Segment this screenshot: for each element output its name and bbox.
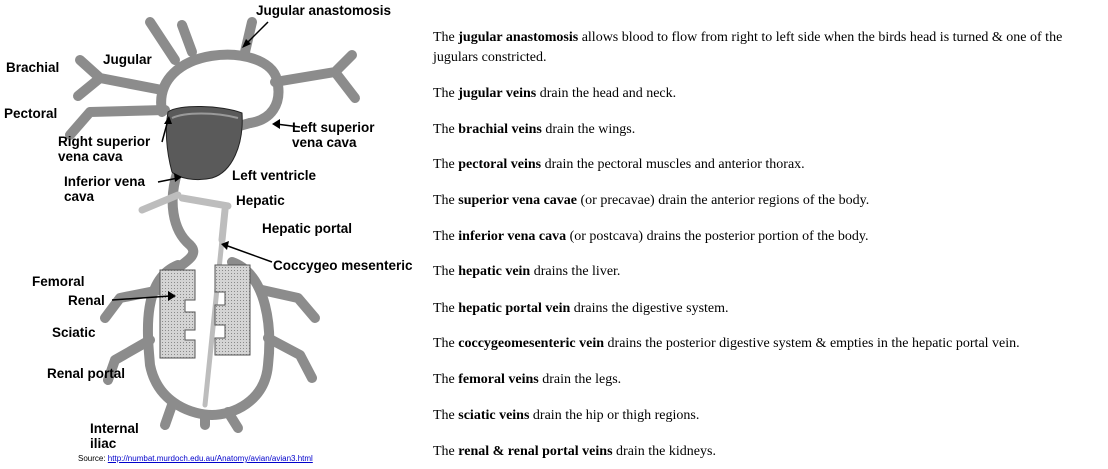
desc-coccygeomesenteric-vein: The coccygeomesenteric vein drains the posterior digestive system & empties in the hepatic portal vein. [433, 336, 1020, 351]
jugular-vein-right [245, 22, 252, 52]
label-coccygeo-mesenteric: Coccygeo mesenteric [273, 258, 413, 273]
label-right-superior-vena-cava-1: Right superior [58, 134, 151, 149]
desc-jugular-anastomosis: The jugular anastomosis allows blood to flow from right to left side when the birds head is turned & one of the jugulars constricted. [433, 30, 1063, 65]
sciatic-vein-right [268, 338, 312, 378]
brachial-branch-left [78, 78, 100, 96]
label-sciatic: Sciatic [52, 325, 96, 340]
label-left-superior-vena-cava-2: vena cava [292, 135, 357, 150]
source-prefix: Source: [78, 454, 108, 463]
label-jugular: Jugular [103, 52, 152, 67]
hepatic-portal-vein [222, 210, 225, 240]
desc-femoral-veins: The femoral veins drain the legs. [433, 372, 622, 387]
desc-sciatic-veins: The sciatic veins drain the hip or thigh regions. [433, 408, 700, 423]
label-internal-iliac-2: iliac [90, 436, 117, 451]
desc-inferior-vena-cava: The inferior vena cava (or postcava) drains the posterior portion of the body. [433, 229, 869, 244]
internal-iliac-vein-left [165, 405, 172, 425]
jugular-branch-left [182, 25, 192, 52]
label-inferior-vena-cava-2: cava [64, 189, 95, 204]
label-left-ventricle: Left ventricle [232, 168, 317, 183]
label-internal-iliac-1: Internal [90, 421, 139, 436]
kidneys [160, 265, 250, 358]
source-citation [78, 454, 313, 463]
inferior-vena-cava [173, 170, 194, 270]
kidney-left [160, 270, 195, 358]
desc-superior-vena-cavae: The superior vena cavae (or precavae) drain the anterior regions of the body. [433, 193, 870, 208]
jugular-vein-left [150, 22, 175, 60]
desc-jugular-veins: The jugular veins drain the head and neck. [433, 86, 677, 101]
label-brachial: Brachial [6, 60, 60, 75]
avian-venous-system-diagram [0, 0, 430, 469]
label-jugular-anastomosis: Jugular anastomosis [256, 3, 392, 18]
label-inferior-vena-cava-1: Inferior vena [64, 174, 146, 189]
label-pectoral: Pectoral [4, 106, 58, 121]
label-femoral: Femoral [32, 274, 85, 289]
arrowhead-left-superior-vena-cava [272, 119, 280, 129]
desc-hepatic-vein: The hepatic vein drains the liver. [433, 264, 621, 279]
source-link[interactable]: http://numbat.murdoch.edu.au/Anatomy/avian/avian3.html [107, 454, 313, 463]
label-hepatic: Hepatic [236, 193, 285, 208]
label-renal: Renal [68, 293, 105, 308]
pectoral-vein-left [70, 110, 165, 135]
hepatic-vein-right [182, 198, 228, 206]
pectoral-vein-right [335, 72, 355, 98]
desc-renal-veins: The renal & renal portal veins drain the kidneys. [433, 444, 716, 459]
label-renal-portal: Renal portal [47, 366, 126, 381]
kidney-right [215, 265, 250, 355]
desc-hepatic-portal-vein: The hepatic portal vein drains the digestive system. [433, 301, 729, 316]
label-left-superior-vena-cava-1: Left superior [292, 120, 375, 135]
heart [166, 106, 242, 179]
label-hepatic-portal: Hepatic portal [262, 221, 353, 236]
desc-brachial-veins: The brachial veins drain the wings. [433, 122, 636, 137]
label-right-superior-vena-cava-2: vena cava [58, 149, 123, 164]
desc-pectoral-veins: The pectoral veins drain the pectoral muscles and anterior thorax. [433, 157, 805, 172]
